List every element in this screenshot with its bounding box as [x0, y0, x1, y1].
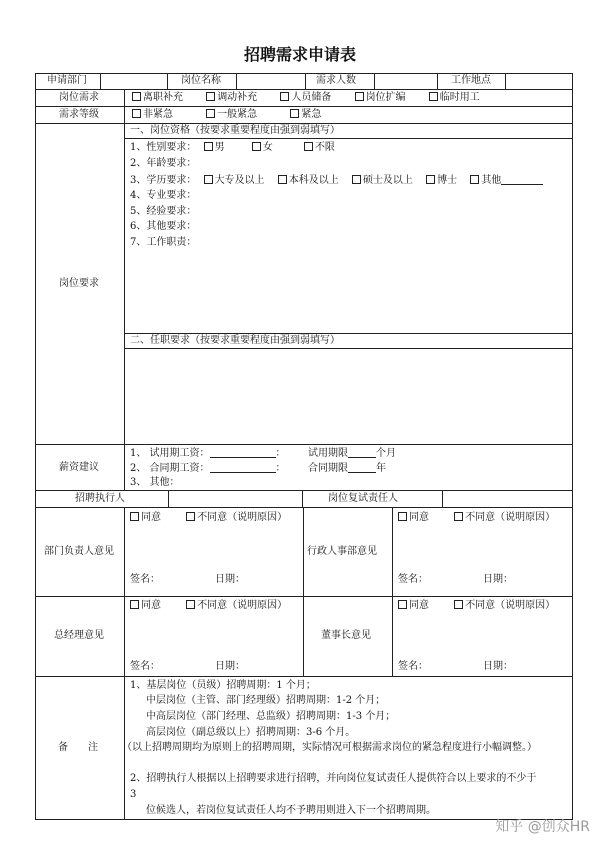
checkbox[interactable]: [280, 92, 289, 101]
chairman-options: [398, 600, 567, 612]
checkbox[interactable]: [132, 109, 141, 118]
item-education-label: 3、学历要求：: [130, 175, 197, 186]
duties-requirement: 7、工作职责：: [130, 237, 197, 248]
count-input[interactable]: [236, 73, 306, 90]
hr-date: 日期：: [483, 574, 513, 585]
contract-period-label: 合同期限: [308, 463, 348, 474]
checkbox[interactable]: [398, 512, 407, 521]
level-label: 需求等级: [59, 109, 99, 120]
checkbox[interactable]: [206, 109, 215, 118]
major-requirement: 4、专业要求：: [130, 190, 197, 201]
location-input[interactable]: [374, 73, 438, 90]
checkbox[interactable]: [206, 92, 215, 101]
dept-head-options: [130, 512, 299, 524]
salary-label: 薪资建议: [59, 462, 99, 473]
gender-any: 不限: [314, 142, 335, 153]
checkbox[interactable]: [355, 92, 364, 101]
checkbox[interactable]: [130, 512, 139, 521]
notes-line-3: 中高层岗位（部门经理、总监级）招聘周期：1-3 个月；: [146, 711, 396, 722]
edu-other: 其他: [481, 175, 502, 186]
edu-master: 硕士及以上: [362, 175, 413, 186]
chairman-sign: 签名：: [398, 661, 428, 672]
disagree-option: 不同意（说明原因）: [465, 600, 556, 611]
disagree-option: 不同意（说明原因）: [197, 600, 288, 611]
trial-period-unit: 个月: [376, 448, 396, 459]
chairman-date: 日期：: [483, 661, 513, 672]
section2-title: 二、任职要求（按要求重要程度由强到弱填写）: [130, 335, 340, 346]
notes-line-5: （以上招聘周期均为原则上的招聘周期，实际情况可根据需求岗位的紧急程度进行小幅调整。）: [122, 742, 537, 753]
gm-options: [130, 600, 299, 612]
gm-label: 总经理意见: [54, 630, 104, 641]
agree-option: 同意: [409, 600, 429, 611]
checkbox[interactable]: [204, 142, 213, 151]
trial-wage-colon: ：: [275, 448, 286, 459]
demand-label: 岗位需求: [59, 92, 99, 103]
notes-line-1: 1、基层岗位（员级）招聘周期：1 个月；: [130, 680, 316, 691]
gm-sign: 签名：: [130, 661, 160, 672]
reviewer-label: 岗位复试责任人: [328, 493, 398, 504]
notes-line-6: 2、招聘执行人根据以上招聘要求进行招聘，并向岗位复试责任人提供符合以上要求的不少于: [130, 773, 537, 784]
checkbox[interactable]: [204, 175, 213, 184]
level-option-medium: 一般紧急: [217, 109, 258, 120]
edu-phd: 博士: [437, 175, 458, 186]
agree-option: 同意: [409, 512, 429, 523]
demand-option-expand: 岗位扩编: [365, 92, 406, 103]
contract-period-field[interactable]: [348, 462, 376, 473]
hr-options: [398, 512, 567, 524]
trial-period-field[interactable]: [348, 447, 376, 458]
gm-date: 日期：: [215, 661, 245, 672]
form-title: 招聘需求申请表: [243, 45, 356, 64]
executor-label: 招聘执行人: [75, 493, 125, 504]
checkbox[interactable]: [454, 600, 463, 609]
gender-male: 男: [214, 142, 225, 153]
education-requirement: [130, 174, 543, 187]
salary-other: 3、 其他：: [130, 477, 180, 488]
checkbox[interactable]: [470, 175, 479, 184]
dept-head-sign: 签名：: [130, 574, 160, 585]
contract-wage: [130, 462, 286, 475]
checkbox[interactable]: [352, 175, 361, 184]
notes-line-8: 位候选人，若岗位复试责任人均不予聘用则进入下一个招聘周期。: [146, 805, 436, 816]
demand-option-reserve: 人员储备: [291, 92, 332, 103]
gender-female: 女: [262, 142, 273, 153]
checkbox[interactable]: [290, 109, 299, 118]
level-option-normal: 非紧急: [143, 109, 173, 120]
checkbox[interactable]: [278, 175, 287, 184]
chairman-label: 董事长意见: [321, 630, 371, 641]
watermark: 知乎 @创众HR: [495, 819, 590, 835]
checkbox[interactable]: [304, 142, 313, 151]
position-label: 岗位名称: [181, 75, 221, 86]
contract-wage-label: 2、 合同期工资：: [130, 463, 210, 474]
dept-head-label: 部门负责人意见: [44, 546, 114, 557]
checkbox[interactable]: [454, 512, 463, 521]
edu-bachelor: 本科及以上: [288, 175, 339, 186]
trial-period: [308, 447, 396, 460]
disagree-option: 不同意（说明原因）: [465, 512, 556, 523]
age-requirement: 2、年龄要求：: [130, 158, 197, 169]
section1-title: 一、岗位资格（按要求重要程度由强到弱填写）: [130, 125, 340, 136]
dept-label: 申请部门: [47, 75, 87, 86]
count-label: 需求人数: [316, 75, 356, 86]
demand-options: [132, 92, 492, 104]
dept-head-date: 日期：: [215, 574, 245, 585]
trial-period-label: 试用期限: [308, 448, 348, 459]
location-value[interactable]: [505, 73, 573, 90]
gender-requirement: [130, 142, 347, 154]
reviewer-divider: [442, 490, 573, 508]
contract-period-unit: 年: [376, 463, 386, 474]
checkbox[interactable]: [429, 92, 438, 101]
hr-label: 行政人事部意见: [307, 546, 377, 557]
checkbox[interactable]: [130, 600, 139, 609]
other-requirement: 6、其他要求：: [130, 221, 197, 232]
item-gender-label: 1、性别要求：: [130, 142, 197, 153]
location-label: 工作地点: [451, 75, 491, 86]
level-options: [132, 109, 333, 121]
contract-wage-colon: ：: [275, 463, 286, 474]
edu-college: 大专及以上: [214, 175, 265, 186]
checkbox[interactable]: [186, 512, 195, 521]
checkbox[interactable]: [132, 92, 141, 101]
checkbox[interactable]: [186, 600, 195, 609]
demand-option-temp: 临时用工: [439, 92, 480, 103]
demand-option-resign: 离职补充: [143, 92, 183, 103]
demand-option-transfer: 调动补充: [217, 92, 258, 103]
checkbox[interactable]: [426, 175, 435, 184]
edu-other-field[interactable]: [501, 174, 543, 185]
disagree-option: 不同意（说明原因）: [197, 512, 288, 523]
requirements-label: 岗位要求: [59, 278, 99, 289]
experience-requirement: 5、经验要求：: [130, 206, 197, 217]
contract-period: [308, 462, 386, 475]
agree-option: 同意: [141, 512, 161, 523]
trial-wage-field[interactable]: [210, 447, 276, 458]
notes-line-7: 3: [130, 789, 137, 800]
trial-wage: [130, 447, 286, 460]
dept-input[interactable]: [100, 73, 168, 90]
hr-sign: 签名：: [398, 574, 428, 585]
trial-wage-label: 1、 试用期工资：: [130, 448, 210, 459]
level-option-urgent: 紧急: [301, 109, 322, 120]
contract-wage-field[interactable]: [210, 462, 276, 473]
notes-line-4: 高层岗位（副总级以上）招聘周期：3-6 个月。: [146, 727, 356, 738]
checkbox[interactable]: [252, 142, 261, 151]
agree-option: 同意: [141, 600, 161, 611]
notes-label: 备 注: [58, 742, 98, 753]
executor-value[interactable]: [168, 490, 303, 508]
notes-line-2: 中层岗位（主管、部门经理级）招聘周期：1-2 个月；: [146, 695, 386, 706]
checkbox[interactable]: [398, 600, 407, 609]
